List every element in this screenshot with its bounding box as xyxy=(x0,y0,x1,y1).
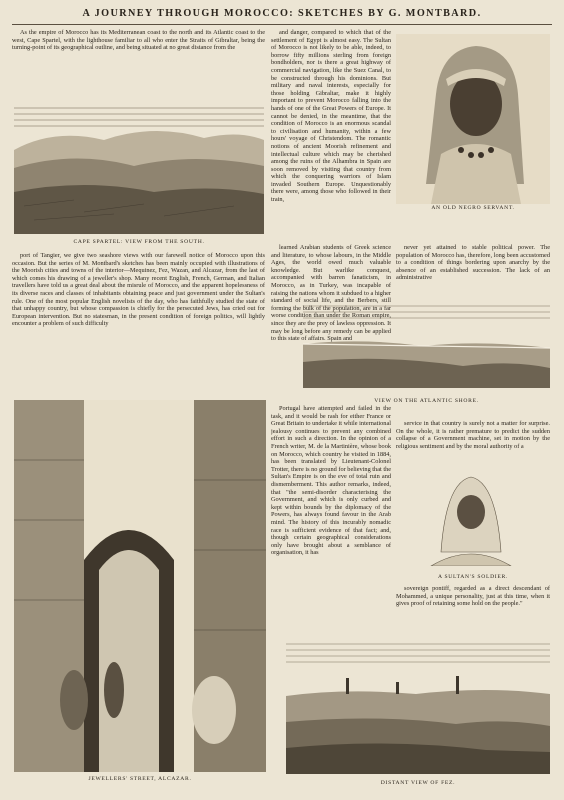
article-text-col3-low-b xyxy=(396,585,550,615)
article-text-col1-top xyxy=(12,29,265,83)
jewellers-street-illustration xyxy=(14,400,266,772)
page-title: A JOURNEY THROUGH MOROCCO: SKETCHES BY G. MONTBARD. xyxy=(82,8,482,19)
article-text-col3-mid xyxy=(396,244,550,282)
article-paragraph: and danger, compared to which that of the settlement of Egypt is almost easy. The Sultan of Morocco is not likely to be able, indeed, to borrow fifty millions sterling from foreign bondholders, nor is there a great highway of commercial navigation, like the Suez Canal, to be constructed through his dominions. But military and naval interests, especially for those holding Gibraltar, make it highly important to prevent Morocco falling into the hands of one of the Great Powers of Europe. It cannot be denied, in the meantime, that the condition of Morocco is an enormous scandal to civilisation and humanity, within a few hours' voyage of Christendom. The romantic notions of ancient Moorish refinement and intellectual culture which may be cherished among the ruins of the Alhambra in Spain are soon removed by visiting that country from which the conquering warriors of Islam invaded Southern Europe. Unquestionably there were, among those who followed in their train, xyxy=(271,29,391,204)
distant-view-of-fez-illustration xyxy=(286,630,550,774)
caption-jewellers-street: JEWELLERS' STREET, ALCAZAR. xyxy=(88,776,192,782)
caption-atlantic-shore: VIEW ON THE ATLANTIC SHORE. xyxy=(374,398,479,404)
article-text-col2-mid xyxy=(271,244,391,384)
article-text-col1-mid xyxy=(12,252,265,392)
article-paragraph: Portugal have attempted and failed in the task, and it would be rash for either France or Great Britain to undertake it while international jealousy continues to prevent any combined effort in such a direction. In the opinion of a French writer, M. de la Martinière, whose book on Morocco, which country he visited in 1884, has been translated by Lieutenant-Colonel Trotter, there is no ground for believing that the Sultan's Empire is on the eve of total ruin and dismemberment. This author remarks, indeed, that "the semi-disorder characterising the Government, and which is only curbed and kept within bounds by the diplomacy of the Powers, has always found favour in the Arab mind. The history of this incurably nomadic race is sufficient evidence of that fact; and, though certain geographical considerations only have brought about a semblance of organisation, it has xyxy=(271,405,391,557)
article-paragraph: learned Arabian students of Greek science and literature, to whose labours, in the Middle Ages, the world owed much valuable knowledge. But warlike conquest, accompanied with barren fanaticism, in Morocco, as in Turkey, was incapable of raising the nations whom it subdued to a higher standard of social life, and the Berbers, still forming the bulk of the population, are in a far worse condition than under the Roman empire, since they are the prey of lawless oppression. It may be long before any remedy can be applied to this state of affairs. Spain and xyxy=(271,244,391,343)
article-paragraph: never yet attained to stable political power. The population of Morocco has, therefore, long been accustomed to a condition of things bordering upon anarchy by the absence of an established succession. The lack of an administrative xyxy=(396,244,550,282)
caption-cape-spartel: CAPE SPARTEL: VIEW FROM THE SOUTH. xyxy=(73,239,205,245)
sultans-soldier-illustration xyxy=(416,462,526,566)
cape-spartel-illustration xyxy=(14,88,264,234)
old-negro-servant-illustration xyxy=(396,34,550,204)
caption-distant-view-of-fez: DISTANT VIEW OF FEZ. xyxy=(380,780,456,786)
article-paragraph: sovereign pontiff, regarded as a direct descendant of Mohammed, a unique personality, just at this time, when it gives proof of retaining some hold on the people." xyxy=(396,585,550,608)
article-paragraph: port of Tangier, we give two seashore views with our farewell notice of Morocco upon this occasion. But the series of M. Montbard's sketches has been mainly occupied with illustrations of the Moorish cities and towns of the interior—Mequinez, Fez, Wazan, and Alcazar, from the last of which comes his drawing of a jeweller's shop. Many recent English, French, German, and Italian travellers have told us a great deal about the misrule of Morocco, and the apparent hopelessness of its diverse races and classes of inhabitants obtaining peace and just government under the Sultan's rule. One of the most popular English novelists of the day, who has faithfully studied the state of that unhappy country, but whose compassion is chiefly for the persecuted Jews, has cried out for European intervention. But no statesman, in the present condition of foreign politics, will lightly encounter a problem of such difficulty xyxy=(12,252,265,328)
caption-sultans-soldier: A SULTAN'S SOLDIER. xyxy=(437,574,509,580)
article-paragraph: service in that country is surely not a matter for surprise. On the whole, it is rather premature to predict the sudden collapse of a Government machine, set in motion by the religious sentiment and by the moral authority of a xyxy=(396,420,550,450)
caption-old-negro-servant: AN OLD NEGRO SERVANT. xyxy=(431,205,515,211)
article-text-col3-low-a xyxy=(396,420,550,458)
title-rule xyxy=(12,24,552,25)
article-text-col2-low xyxy=(271,405,391,655)
article-paragraph: As the empire of Morocco has its Mediterranean coast to the north and its Atlantic coast to the west, Cape Spartel, with the lighthouse familiar to all who enter the Straits of Gibraltar, being the turning-point of its geographical outline, and being situated at no great distance from the xyxy=(12,29,265,52)
